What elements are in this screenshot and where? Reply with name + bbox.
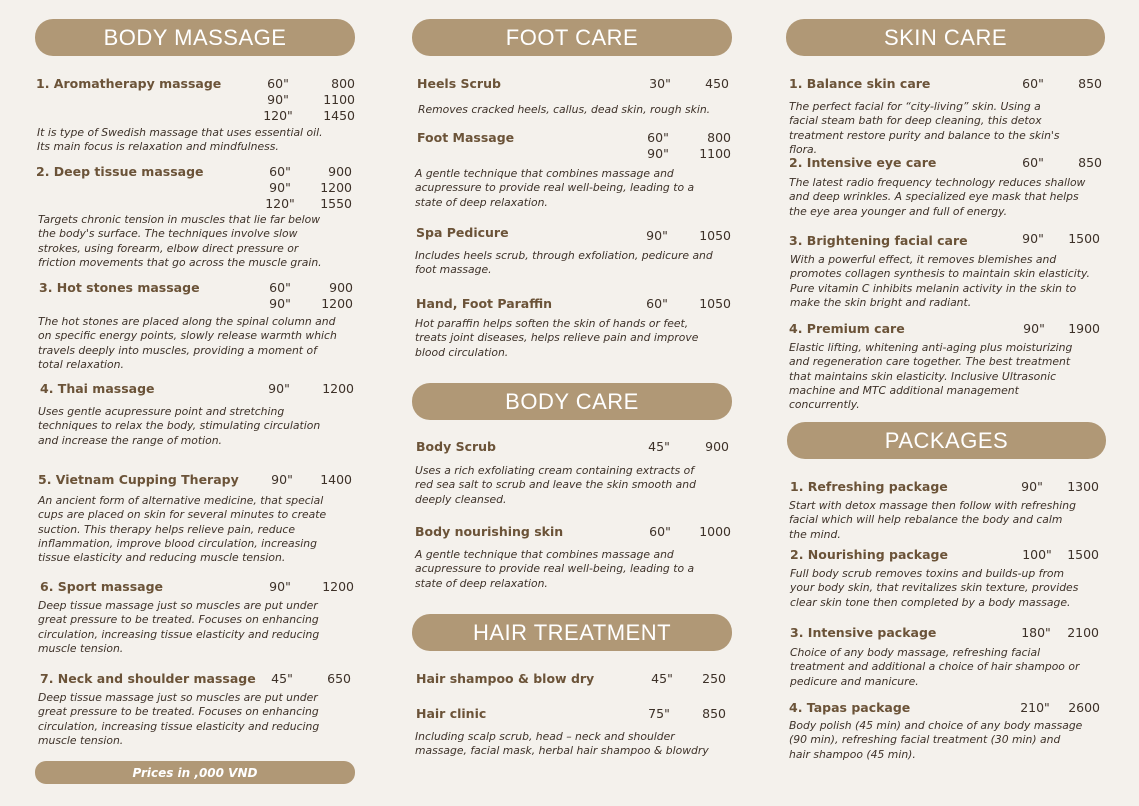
service-price: 1200 [321,296,353,311]
service-description: A gentle technique that combines massage and acupressure to provide real well-being, leading to a state of deep relaxation. [415,167,695,209]
service-duration: 90" [646,228,668,243]
service-price: 900 [329,280,353,295]
service-description: Targets chronic tension in muscles that lie far below the body's surface. The techniques involve slow strokes, using forearm, elbow direct pressure or friction movements that go across the muscle grain. [38,213,322,269]
service-duration: 60" [267,76,289,91]
service-description: Deep tissue massage just so muscles are put under great pressure to be treated. Focuses on enhancing circulation, increasing tissue elasticity and reducing muscle tension. [38,691,320,747]
service-duration: 100" [1022,547,1052,562]
service-duration: 90" [271,472,293,487]
service-description: It is type of Swedish massage that uses essential oil. Its main focus is relaxation and mindfulness. [37,126,323,154]
service-name: 4. Premium care [789,321,905,336]
service-duration: 90" [267,92,289,107]
service-price: 1500 [1068,231,1100,246]
service-duration: 60" [269,280,291,295]
service-duration: 45" [271,671,293,686]
service-name: 4. Tapas package [789,700,911,715]
skin-care-header: SKIN CARE [786,19,1105,56]
service-price: 1200 [322,381,354,396]
service-duration: 90" [1022,231,1044,246]
service-price: 250 [702,671,726,686]
service-price: 1400 [320,472,352,487]
service-price: 800 [707,130,731,145]
service-duration: 60" [647,130,669,145]
service-name: Hair clinic [416,706,487,721]
service-name: Body nourishing skin [415,524,564,539]
service-price: 1300 [1067,479,1099,494]
service-duration: 90" [647,146,669,161]
service-description: Hot paraffin helps soften the skin of hands or feet, treats joint diseases, helps relieve pain and improve blood circulation. [415,317,699,359]
service-name: Heels Scrub [417,76,501,91]
service-duration: 45" [648,439,670,454]
service-price: 2600 [1068,700,1100,715]
service-name: 1. Refreshing package [790,479,948,494]
service-duration: 30" [649,76,671,91]
service-price: 1050 [699,296,731,311]
service-price: 900 [705,439,729,454]
service-name: 2. Nourishing package [790,547,948,562]
service-duration: 60" [649,524,671,539]
service-price: 1100 [699,146,731,161]
service-duration: 90" [269,579,291,594]
service-description: The latest radio frequency technology reduces shallow and deep wrinkles. A specialized eye mask that helps the eye area younger and full of energy. [789,176,1086,218]
foot-care-header: FOOT CARE [412,19,732,56]
service-price: 1200 [320,180,352,195]
service-duration: 60" [269,164,291,179]
service-price: 850 [1078,155,1102,170]
service-name: 1. Aromatherapy massage [36,76,222,91]
service-name: 6. Sport massage [40,579,164,594]
service-price: 800 [331,76,355,91]
body-massage-header: BODY MASSAGE [35,19,355,56]
service-duration: 210" [1020,700,1050,715]
service-price: 1000 [699,524,731,539]
service-name: 5. Vietnam Cupping Therapy [38,472,239,487]
service-description: Removes cracked heels, callus, dead skin, rough skin. [418,103,711,116]
service-duration: 60" [646,296,668,311]
service-price: 650 [327,671,351,686]
service-name: Spa Pedicure [416,225,509,240]
service-duration: 60" [1022,155,1044,170]
service-description: Uses a rich exfoliating cream containing extracts of red sea salt to scrub and leave the skin smooth and deeply cleansed. [415,464,696,506]
service-description: Choice of any body massage, refreshing facial treatment and additional a choice of hair shampoo or pedicure and manicure. [790,646,1080,688]
service-price: 1500 [1067,547,1099,562]
service-price: 1550 [320,196,352,211]
service-description: Including scalp scrub, head – neck and shoulder massage, facial mask, herbal hair shampoo & blowdry [415,730,709,758]
service-name: 3. Hot stones massage [39,280,200,295]
service-description: A gentle technique that combines massage and acupressure to provide real well-being, leading to a state of deep relaxation. [415,548,695,590]
service-duration: 90" [268,381,290,396]
service-description: The hot stones are placed along the spinal column and on specific energy points, slowly release warmth which travels deeply into muscles, providing a moment of total relaxation. [38,315,337,371]
service-name: 1. Balance skin care [789,76,931,91]
service-duration: 90" [269,180,291,195]
packages-header: PACKAGES [787,422,1106,459]
service-description: Deep tissue massage just so muscles are put under great pressure to be treated. Focuses on enhancing circulation, increasing tissue elasticity and reducing muscle tension. [38,599,320,655]
service-price: 1100 [323,92,355,107]
service-description: With a powerful effect, it removes blemishes and promotes collagen synthesis to maintain skin elasticity. Pure vitamin C inhibits melanin activity in the skin to make the skin bright and radiant. [790,253,1090,309]
service-description: Elastic lifting, whitening anti-aging plus moisturizing and regeneration care together. The best treatment that maintains skin elasticity. Inclusive Ultrasonic machine and MTC additional management concurrently. [789,341,1073,412]
service-price: 900 [328,164,352,179]
body-care-header: BODY CARE [412,383,732,420]
service-name: Foot Massage [417,130,515,145]
service-name: 2. Deep tissue massage [36,164,204,179]
service-name: 4. Thai massage [40,381,155,396]
service-duration: 90" [269,296,291,311]
service-name: 2. Intensive eye care [789,155,937,170]
service-duration: 75" [648,706,670,721]
service-price: 450 [705,76,729,91]
service-description: Body polish (45 min) and choice of any body massage (90 min), refreshing facial treatment (30 min) and hair shampoo (45 min). [789,719,1083,761]
price-note-footer: Prices in ,000 VND [35,761,355,784]
service-price: 2100 [1067,625,1099,640]
service-duration: 90" [1021,479,1043,494]
service-description: Full body scrub removes toxins and builds-up from your body skin, that revitalizes skin texture, provides clear skin tone then completed by a body massage. [790,567,1079,609]
service-description: Includes heels scrub, through exfoliation, pedicure and foot massage. [415,249,713,277]
service-description: Start with detox massage then follow with refreshing facial which will help rebalance the body and calm the mind. [789,499,1076,541]
service-price: 1450 [323,108,355,123]
service-price: 1200 [322,579,354,594]
service-price: 850 [702,706,726,721]
service-description: Uses gentle acupressure point and stretching techniques to relax the body, stimulating circulation and increase the range of motion. [38,405,321,447]
service-price: 850 [1078,76,1102,91]
service-name: Hand, Foot Paraffin [416,296,553,311]
service-price: 1050 [699,228,731,243]
service-name: Body Scrub [416,439,496,454]
service-duration: 60" [1022,76,1044,91]
service-name: 3. Brightening facial care [789,233,968,248]
service-duration: 90" [1023,321,1045,336]
service-description: The perfect facial for “city-living” skin. Using a facial steam bath for deep cleaning, this detox treatment restore purity and balance to the skin's flora. [789,100,1060,156]
service-duration: 120" [265,196,295,211]
hair-treatment-header: HAIR TREATMENT [412,614,732,651]
service-duration: 180" [1021,625,1051,640]
service-price: 1900 [1068,321,1100,336]
service-description: An ancient form of alternative medicine, that special cups are placed on skin for several minutes to create suction. This therapy helps relieve pain, reduce inflammation, improve blood circulation, increasing tissue elasticity and reducing muscle tension. [38,494,327,565]
service-name: Hair shampoo & blow dry [416,671,595,686]
service-name: 7. Neck and shoulder massage [40,671,256,686]
service-duration: 120" [263,108,293,123]
service-name: 3. Intensive package [790,625,937,640]
service-duration: 45" [651,671,673,686]
